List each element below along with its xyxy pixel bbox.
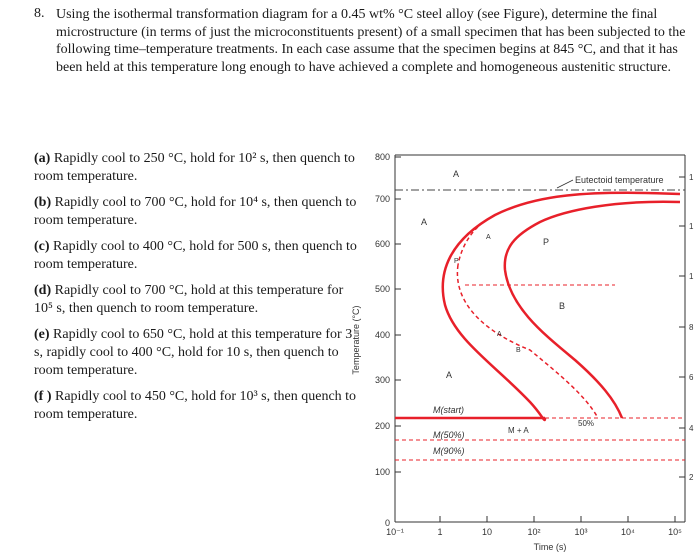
question-text: Using the isothermal transformation diagram for a 0.45 wt% °C steel alloy (see Figure), determine the final microstructure (in terms of just the microconstituents present) of a small specimen that has been subjected to the following time–temperature treatments. In each case assume that the specimen begins at 845 °C, and that it has been held at this temperature long enough to have achieved a complete and homogeneous austenitic structure. (56, 7, 686, 75)
right-tick-label: 1 (689, 272, 694, 281)
right-tick-label: 2 (689, 473, 694, 482)
x-tick-label: 10⁻¹ (386, 527, 404, 537)
parts-list (34, 150, 364, 432)
x-tick-label: 1 (437, 527, 443, 537)
region-label-a-plus-b: A (497, 331, 502, 338)
right-tick-label: 4 (689, 424, 694, 433)
m-start-label: M(start) (433, 405, 464, 415)
region-label-pearlite: P (543, 237, 550, 247)
right-tick-label: 1 (689, 222, 694, 231)
part-label: (f ) (34, 389, 52, 404)
part-f (34, 388, 364, 424)
region-label-austenite-left: A (421, 217, 428, 227)
region-label-b-small: B (516, 347, 521, 354)
region-label-austenite-mid: A (446, 370, 453, 380)
right-tick-label: 1 (689, 173, 694, 182)
m-plus-a-label: M + A (508, 426, 529, 435)
finish-curve-pearlite (505, 202, 680, 270)
part-label: (c) (34, 239, 50, 254)
fifty-curve-bainite (457, 265, 598, 418)
eutectoid-pointer (557, 180, 573, 188)
tt-diagram (345, 140, 700, 555)
part-label: (d) (34, 283, 52, 298)
x-tick-label: 10⁵ (668, 527, 682, 537)
y-tick-label: 700 (374, 194, 390, 204)
region-label-bainite: B (559, 301, 566, 311)
fifty-percent-label: 50% (578, 419, 595, 428)
right-tick-label: 8 (689, 323, 694, 332)
question-number: 8. (34, 6, 45, 21)
part-a (34, 150, 364, 186)
part-d (34, 282, 364, 318)
y-ticks (395, 157, 401, 522)
y-tick-label: 200 (374, 421, 390, 431)
x-tick-label: 10⁴ (621, 527, 635, 537)
region-label-p-small: P (454, 258, 459, 265)
part-text: Rapidly cool to 650 °C, hold at this temperature for 3 s, rapidly cool to 400 °C, hold for 10 s, then quench to room temperature. (34, 327, 353, 378)
part-text: Rapidly cool to 700 °C, hold for 10⁴ s, then quench to room temperature. (34, 195, 357, 228)
right-ticks (679, 177, 685, 477)
x-ticks (395, 516, 675, 522)
x-axis-label: Time (s) (533, 542, 567, 552)
part-label: (a) (34, 151, 51, 166)
part-label: (e) (34, 327, 50, 342)
right-tick-label: 6 (689, 373, 694, 382)
y-tick-label: 100 (374, 467, 390, 477)
y-tick-label: 800 (374, 152, 390, 162)
part-c (34, 238, 364, 274)
x-tick-label: 10³ (574, 527, 588, 537)
x-tick-label: 10 (481, 527, 493, 537)
region-label-austenite-top: A (453, 169, 460, 179)
part-label: (b) (34, 195, 52, 210)
region-label-a-plus-p: A (486, 234, 491, 241)
eutectoid-label: Eutectoid temperature (575, 175, 664, 185)
y-tick-label: 600 (374, 239, 390, 249)
part-b (34, 194, 364, 230)
diagram-group (351, 152, 694, 552)
y-tick-label: 300 (374, 375, 390, 385)
part-text: Rapidly cool to 700 °C, hold at this temperature for 10⁵ s, then quench to room temperature. (34, 283, 344, 316)
m50-label: M(50%) (433, 430, 465, 440)
m90-label: M(90%) (433, 446, 465, 456)
y-tick-label: 0 (384, 518, 390, 528)
question-block (34, 6, 684, 106)
x-tick-label: 10² (527, 527, 541, 537)
y-axis-label: Temperature (°C) (351, 305, 361, 375)
y-tick-label: 400 (374, 330, 390, 340)
part-text: Rapidly cool to 250 °C, hold for 10² s, then quench to room temperature. (34, 151, 355, 184)
part-e (34, 326, 364, 380)
y-tick-label: 500 (374, 284, 390, 294)
part-text: Rapidly cool to 400 °C, hold for 500 s, then quench to room temperature. (34, 239, 357, 272)
part-text: Rapidly cool to 450 °C, hold for 10³ s, then quench to room temperature. (34, 389, 357, 422)
